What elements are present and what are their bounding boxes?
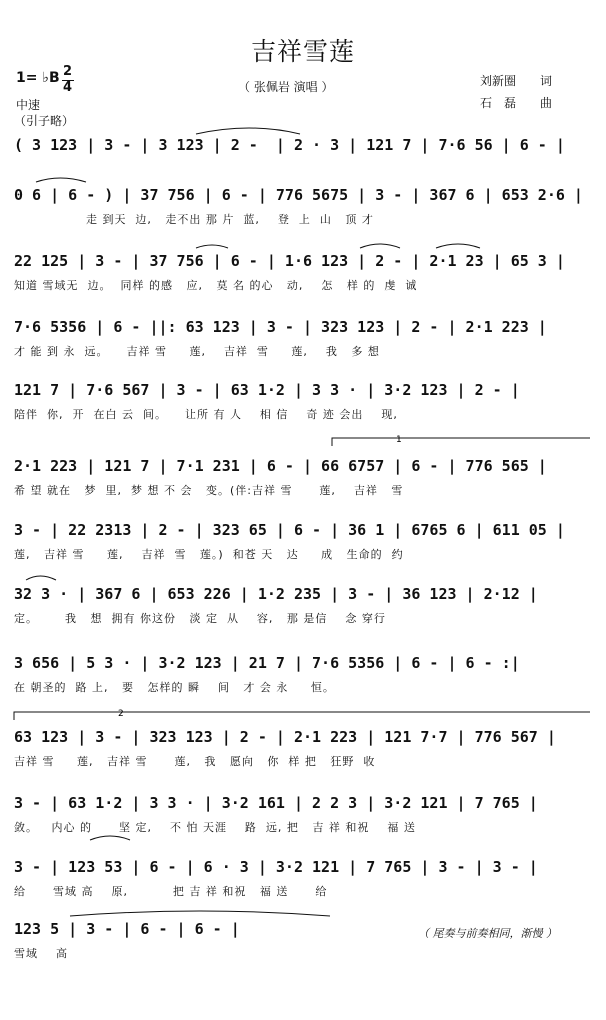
slur-arc (70, 911, 330, 916)
notation-row: 2·1 223 | 121 7 | 7·1 231 | 6 - | 66 6757 | 6 - | 776 565 | (14, 457, 547, 475)
slur-arc (36, 178, 86, 182)
notation-row: ( 3 123 | 3 - | 3 123 | 2 - | 2 · 3 | 121 7 | 7·6 56 | 6 - | (14, 136, 565, 154)
lyric-row: 走 到天 边, 走不出 那 片 蓝, 登 上 山 顶 才 (14, 213, 374, 226)
slur-arc (360, 244, 400, 248)
lyric-row: 希 望 就在 梦 里, 梦 想 不 会 变。(伴:吉祥 雪 莲, 吉祥 雪 (14, 484, 404, 497)
notation-row: 7·6 5356 | 6 - ||: 63 123 | 3 - | 323 123 | 2 - | 2·1 223 | (14, 318, 547, 336)
outro-note: （ 尾奏与前奏相同，渐慢 ） (418, 927, 557, 940)
notation-row: 121 7 | 7·6 567 | 3 - | 63 1·2 | 3 3 · | 3·2 123 | 2 - | (14, 381, 520, 399)
slur-arc (196, 245, 228, 248)
lyric-row: 敛。 内心 的 坚 定, 不 怕 天涯 路 远, 把 吉 祥 和祝 福 送 (14, 821, 416, 834)
key-signature: 1= ♭B (16, 70, 60, 86)
lyricist-credit: 刘新圈 词 (480, 74, 553, 88)
lyric-row: 给 雪域 高 原, 把 吉 祥 和祝 福 送 给 (14, 885, 328, 898)
slur-arc (26, 576, 56, 580)
lyric-row: 知道 雪域无 边。 同样 的感 应, 莫 名 的心 动, 怎 样 的 虔 诚 (14, 279, 418, 292)
lyric-row: 雪域 高 (14, 947, 68, 960)
notation-row: 123 5 | 3 - | 6 - | 6 - | (14, 920, 240, 938)
time-signature-top: 2 (63, 64, 73, 79)
notation-row: 3 - | 22 2313 | 2 - | 323 65 | 6 - | 36 1 | 6765 6 | 611 05 | (14, 521, 565, 539)
performer-credit: （ 张佩岩 演唱 ） (238, 80, 334, 94)
lyric-row: 在 朝圣的 路 上, 要 怎样的 瞬 间 才 会 永 恒。 (14, 681, 335, 694)
slur-arc (196, 128, 300, 134)
time-signature-bottom: 4 (63, 80, 73, 95)
notation-row: 3 - | 123 53 | 6 - | 6 · 3 | 3·2 121 | 7 765 | 3 - | 3 - | (14, 858, 538, 876)
volta-bracket-2 (14, 712, 590, 720)
notation-row: 63 123 | 3 - | 323 123 | 2 - | 2·1 223 | 121 7·7 | 776 567 | (14, 728, 556, 746)
slur-arc (436, 244, 480, 248)
slur-arc (90, 836, 130, 840)
volta-2-label: 2 (118, 709, 124, 719)
volta-bracket-1 (332, 438, 590, 446)
notation-row: 22 125 | 3 - | 37 756 | 6 - | 1·6 123 | 2 - | 2·1 23 | 65 3 | (14, 252, 565, 270)
volta-1-label: 1 (396, 435, 402, 445)
lyric-row: 莲, 吉祥 雪 莲, 吉祥 雪 莲。) 和苍 天 达 成 生命的 约 (14, 548, 404, 561)
song-title: 吉祥雪莲 (250, 37, 355, 66)
notation-row: 32 3 · | 367 6 | 653 226 | 1·2 235 | 3 - | 36 123 | 2·12 | (14, 585, 538, 603)
lyric-row: 陪伴 你, 开 在白 云 间。 让所 有 人 相 信 奇 迹 会出 现, (14, 408, 398, 421)
notation-row: 3 656 | 5 3 · | 3·2 123 | 21 7 | 7·6 5356 | 6 - | 6 - :| (14, 654, 520, 672)
lyric-row: 定。 我 想 拥有 你这份 淡 定 从 容, 那 是信 念 穿行 (14, 612, 386, 625)
composer-credit: 石 磊 曲 (480, 96, 553, 110)
tempo-marking: 中速 (16, 98, 41, 112)
intro-note: （引子略） (14, 114, 75, 128)
lyric-row: 吉祥 雪 莲, 吉祥 雪 莲, 我 愿向 你 样 把 狂野 收 (14, 755, 376, 768)
notation-row: 0 6 | 6 - ) | 37 756 | 6 - | 776 5675 | 3 - | 367 6 | 653 2·6 | (14, 186, 583, 204)
notation-row: 3 - | 63 1·2 | 3 3 · | 3·2 161 | 2 2 3 | 3·2 121 | 7 765 | (14, 794, 538, 812)
lyric-row: 才 能 到 永 远。 吉祥 雪 莲, 吉祥 雪 莲, 我 多 想 (14, 345, 380, 358)
